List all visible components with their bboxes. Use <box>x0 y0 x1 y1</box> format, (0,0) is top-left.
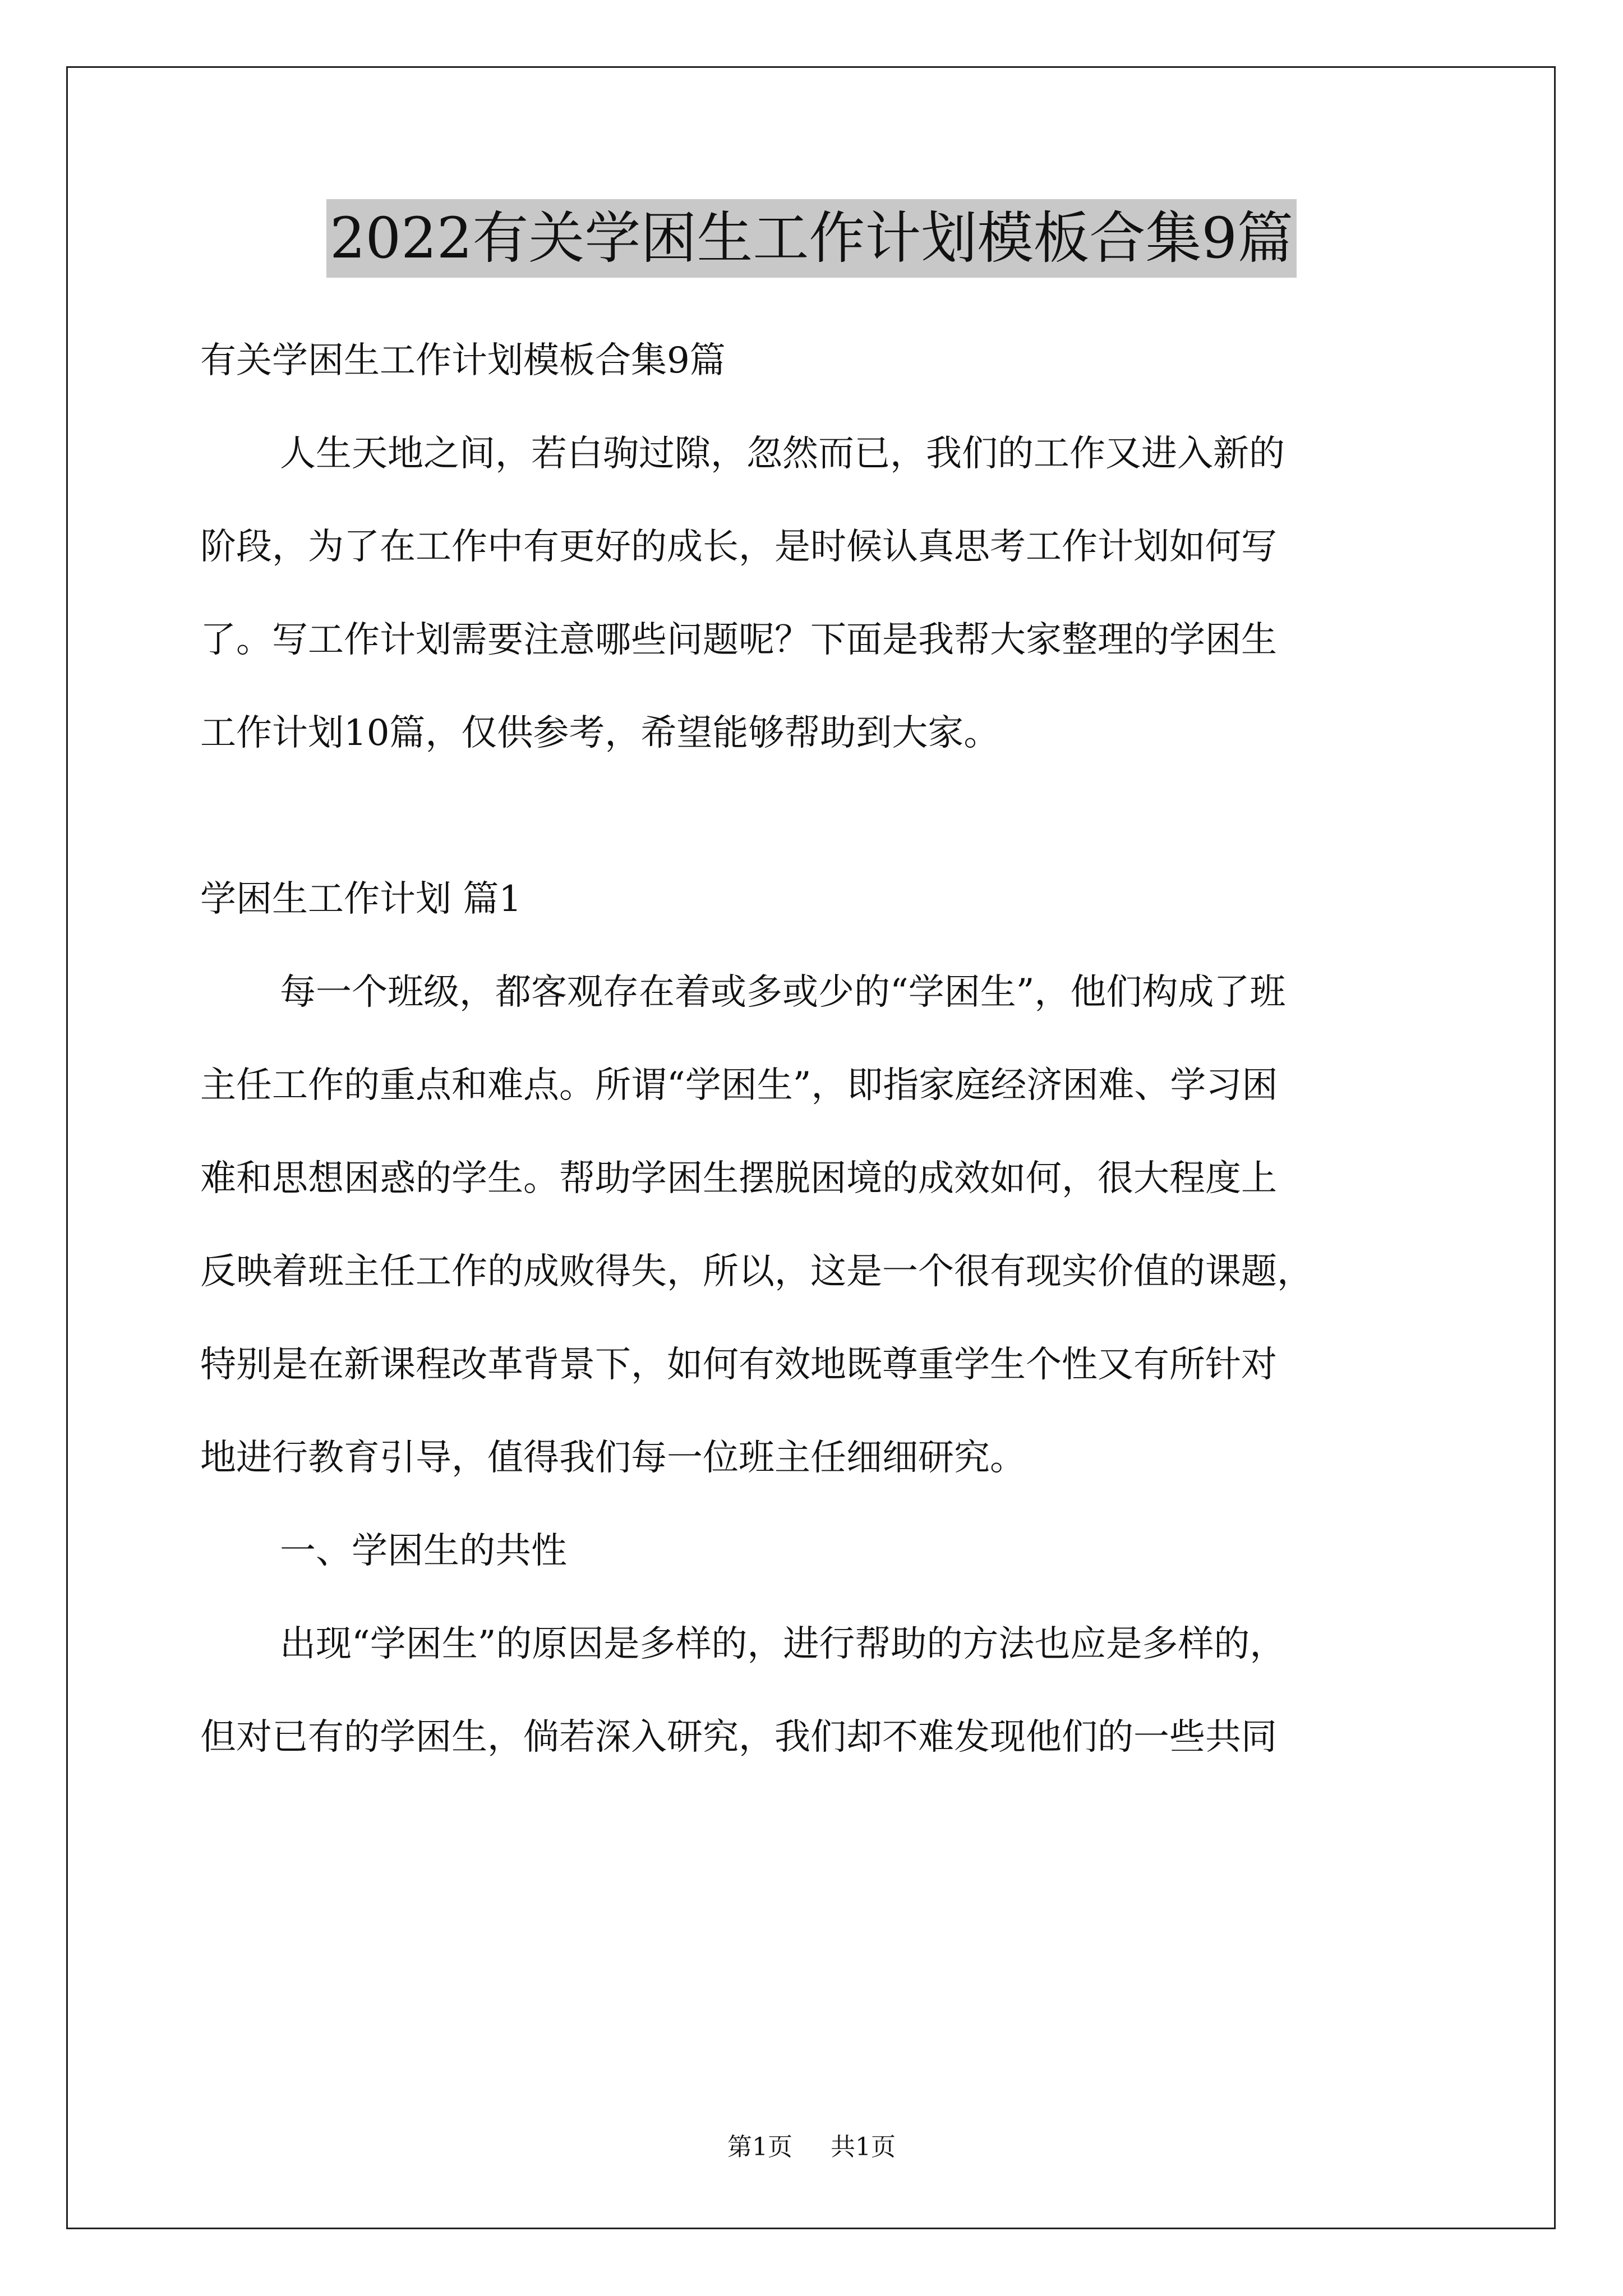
document-title: 2022有关学困生工作计划模板合集9篇 <box>326 199 1297 278</box>
section-line: 难和思想困惑的学生。帮助学困生摆脱困境的成效如何，很大程度上 <box>200 1158 1277 1199</box>
intro-line: 阶段，为了在工作中有更好的成长，是时候认真思考工作计划如何写 <box>200 526 1277 568</box>
section-line: 特别是在新课程改革背景下，如何有效地既尊重学生个性又有所针对 <box>200 1344 1277 1386</box>
sub-line: 出现“学困生”的原因是多样的，进行帮助的方法也应是多样的， <box>280 1623 1286 1665</box>
section-line: 反映着班主任工作的成败得失，所以，这是一个很有现实价值的课题， <box>200 1251 1313 1292</box>
section-line: 主任工作的重点和难点。所谓“学困生”，即指家庭经济困难、学习困 <box>200 1065 1278 1106</box>
document-body <box>200 314 1434 1784</box>
intro-line: 工作计划10篇，仅供参考，希望能够帮助到大家。 <box>200 712 1000 754</box>
section-heading: 学困生工作计划 篇1 <box>200 878 522 920</box>
title-container <box>0 199 1623 278</box>
page-total: 共1页 <box>831 2133 896 2161</box>
page-footer <box>0 2131 1623 2164</box>
paragraph-gap <box>200 780 1434 853</box>
page-number: 第1页 <box>727 2133 792 2161</box>
intro-line: 了。写工作计划需要注意哪些问题呢？下面是我帮大家整理的学困生 <box>200 619 1277 661</box>
sub-line: 但对已有的学困生，倘若深入研究，我们却不难发现他们的一些共同 <box>200 1717 1277 1758</box>
section-line: 地进行教育引导，值得我们每一位班主任细细研究。 <box>200 1437 1026 1479</box>
intro-line: 人生天地之间，若白驹过隙，忽然而已，我们的工作又进入新的 <box>280 433 1285 475</box>
section-line: 每一个班级，都客观存在着或多或少的“学困生”，他们构成了班 <box>280 972 1286 1013</box>
document-subtitle: 有关学困生工作计划模板合集9篇 <box>200 340 726 381</box>
sub-heading: 一、学困生的共性 <box>280 1530 567 1572</box>
